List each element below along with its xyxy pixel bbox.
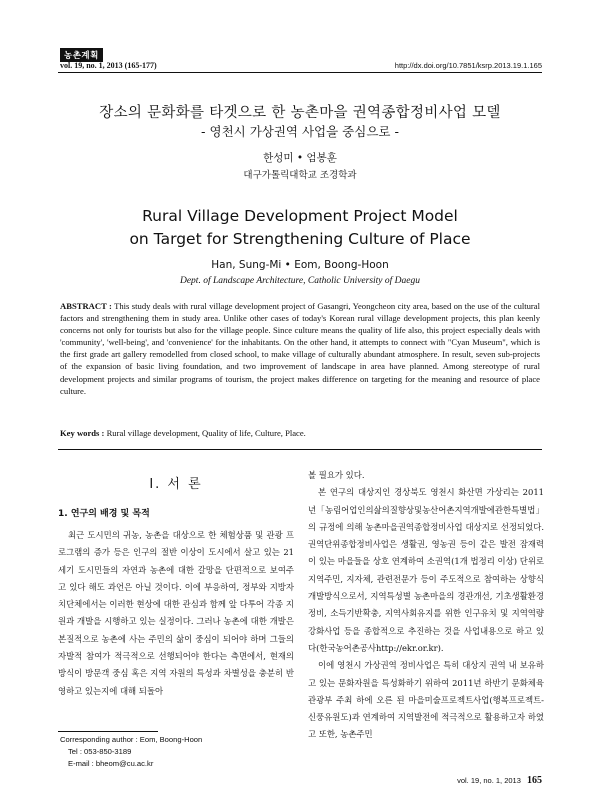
footnote-rule — [58, 731, 158, 732]
english-title-line2: on Target for Strengthening Culture of Place — [129, 230, 471, 248]
author-tel: Tel : 053-850-3189 — [68, 747, 132, 756]
keywords-text: Rural village development, Quality of life, Culture, Place. — [106, 428, 306, 438]
abstract — [60, 300, 540, 397]
right-column — [308, 467, 544, 744]
subsection-heading: 1. 연구의 배경 및 목적 — [58, 509, 150, 519]
journal-logo: 농촌계획 — [60, 48, 103, 62]
keywords — [60, 428, 540, 438]
korean-title: 장소의 문화화를 타겟으로 한 농촌마을 권역종합정비사업 모델 — [99, 105, 501, 121]
body-paragraph: 최근 도시민의 귀농, 농촌을 대상으로 한 체험상품 및 관광 프로그램의 증가 등은 인구의 절반 이상이 도시에서 살고 있는 21세기 도시민들의 자연과 농촌에 대한 갈망을 단편적으로 보여주고 있다 해도 과언은 아닐 것이다. 이에 부응하여, 정부와 지방자치단체에서는 이러한 현상에 대한 관심과 함께 앞 다투어 각종 지원과 개발을 시행하고 있는 실정이다. 그러나 농촌에 대한 개발은 본질적으로 농촌에 사는 주민의 삶이 중심이 되어야 하며 그들의 자발적 참여가 적극적으로 선행되어야 한다는 측면에서, 현재의 방식이 방문객 중심 혹은 지역 자원의 특성과 차별성을 충분히 반영하고 있는지에 대해 되돌아 — [58, 530, 294, 696]
header-rule — [58, 72, 542, 73]
english-affiliation: Dept. of Landscape Architecture, Catholic University of Daegu — [179, 276, 420, 286]
english-title-line1: Rural Village Development Project Model — [142, 207, 458, 225]
body-paragraph: 볼 필요가 있다. — [308, 470, 365, 480]
section-heading: Ⅰ. 서 론 — [149, 477, 203, 492]
english-authors: Han, Sung-Mi • Eom, Boong-Hoon — [211, 259, 389, 271]
english-title — [0, 205, 600, 251]
korean-authors: 한성미 • 엄봉훈 — [263, 152, 337, 164]
abstract-rule — [58, 449, 542, 450]
doi-link[interactable]: http://dx.doi.org/10.7851/ksrp.2013.19.1.165 — [394, 61, 542, 70]
volume-info: vol. 19, no. 1, 2013 (165-177) — [60, 61, 157, 70]
footnote — [60, 734, 202, 770]
korean-affiliation: 대구가톨릭대학교 조경학과 — [243, 170, 357, 181]
page-number: 165 — [527, 775, 542, 786]
keywords-label: Key words : — [60, 428, 105, 438]
corresponding-author: Corresponding author : Eom, Boong-Hoon — [60, 735, 203, 744]
left-column — [58, 463, 294, 700]
author-email[interactable]: E-mail : bheom@cu.ac.kr — [68, 759, 154, 768]
abstract-text: This study deals with rural village development project of Gasangri, Yeongcheon city area, based on the use of the cultural factors and strengthening them in study area. Unlike other cases of today's Korean rural village development projects, this plan keenly concerns not only for tourists but also for the village people. Since culture means the quality of life also, this project especially deals with 'community', 'well-being', and 'convenience' for the inhabitants. On the other hand, it attempts to connect with "Cyan Museum", which is the first grade art gallery remodelled from closed school, to make village of culturally abundant atmosphere. In result, seven sub-projects of the expansion of basic living foundation, and two improvement of landscape in area have planned. Among stereotype of rural development projects and similar programs of tourism, the project makes difference on targeting for the meaning and resource of place culture. — [60, 301, 540, 396]
page-footer — [457, 775, 542, 786]
footer-volume: vol. 19, no. 1, 2013 — [457, 776, 521, 785]
body-paragraph: 본 연구의 대상지인 경상북도 영천시 화산면 가상리는 2011년「농림어업인의삶의질향상및농산어촌지역개발에관한특별법」의 규정에 의해 농촌마을권역종합정비사업 대상지로 선정되었다. 권역단위종합정비사업은 생활권, 영농권 등이 같은 발전 잠재력이 있는 마을들을 상호 연계하여 소권역(1개 법정리 이상) 단위로 지역주민, 지자체, 관련전문가 등이 주도적으로 참여하는 상향식 개발방식으로서, 지역특성별 농촌마을의 경관개선, 기초생활환경정비, 소득기반확충, 지역사회유지를 위한 인구유치 및 지역역량강화사업 등을 종합적으로 추진하는 것을 사업내용으로 하고 있다(한국농어촌공사http://ekr.or.kr). — [308, 487, 544, 653]
abstract-label: ABSTRACT : — [60, 301, 112, 311]
body-paragraph: 이에 영천시 가상권역 정비사업은 특히 대상지 권역 내 보유하고 있는 문화자원을 특성화하기 위하여 2011년 하반기 문화체육관광부 주최 하에 오른 된 마을미술프로젝트사업(행복프로젝트-신풍유원도)과 연계하여 지역발전에 적극적으로 활용하고자 하였고 또한, 농촌주민 — [308, 660, 544, 740]
korean-subtitle: - 영천시 가상권역 사업을 중심으로 - — [201, 124, 399, 139]
